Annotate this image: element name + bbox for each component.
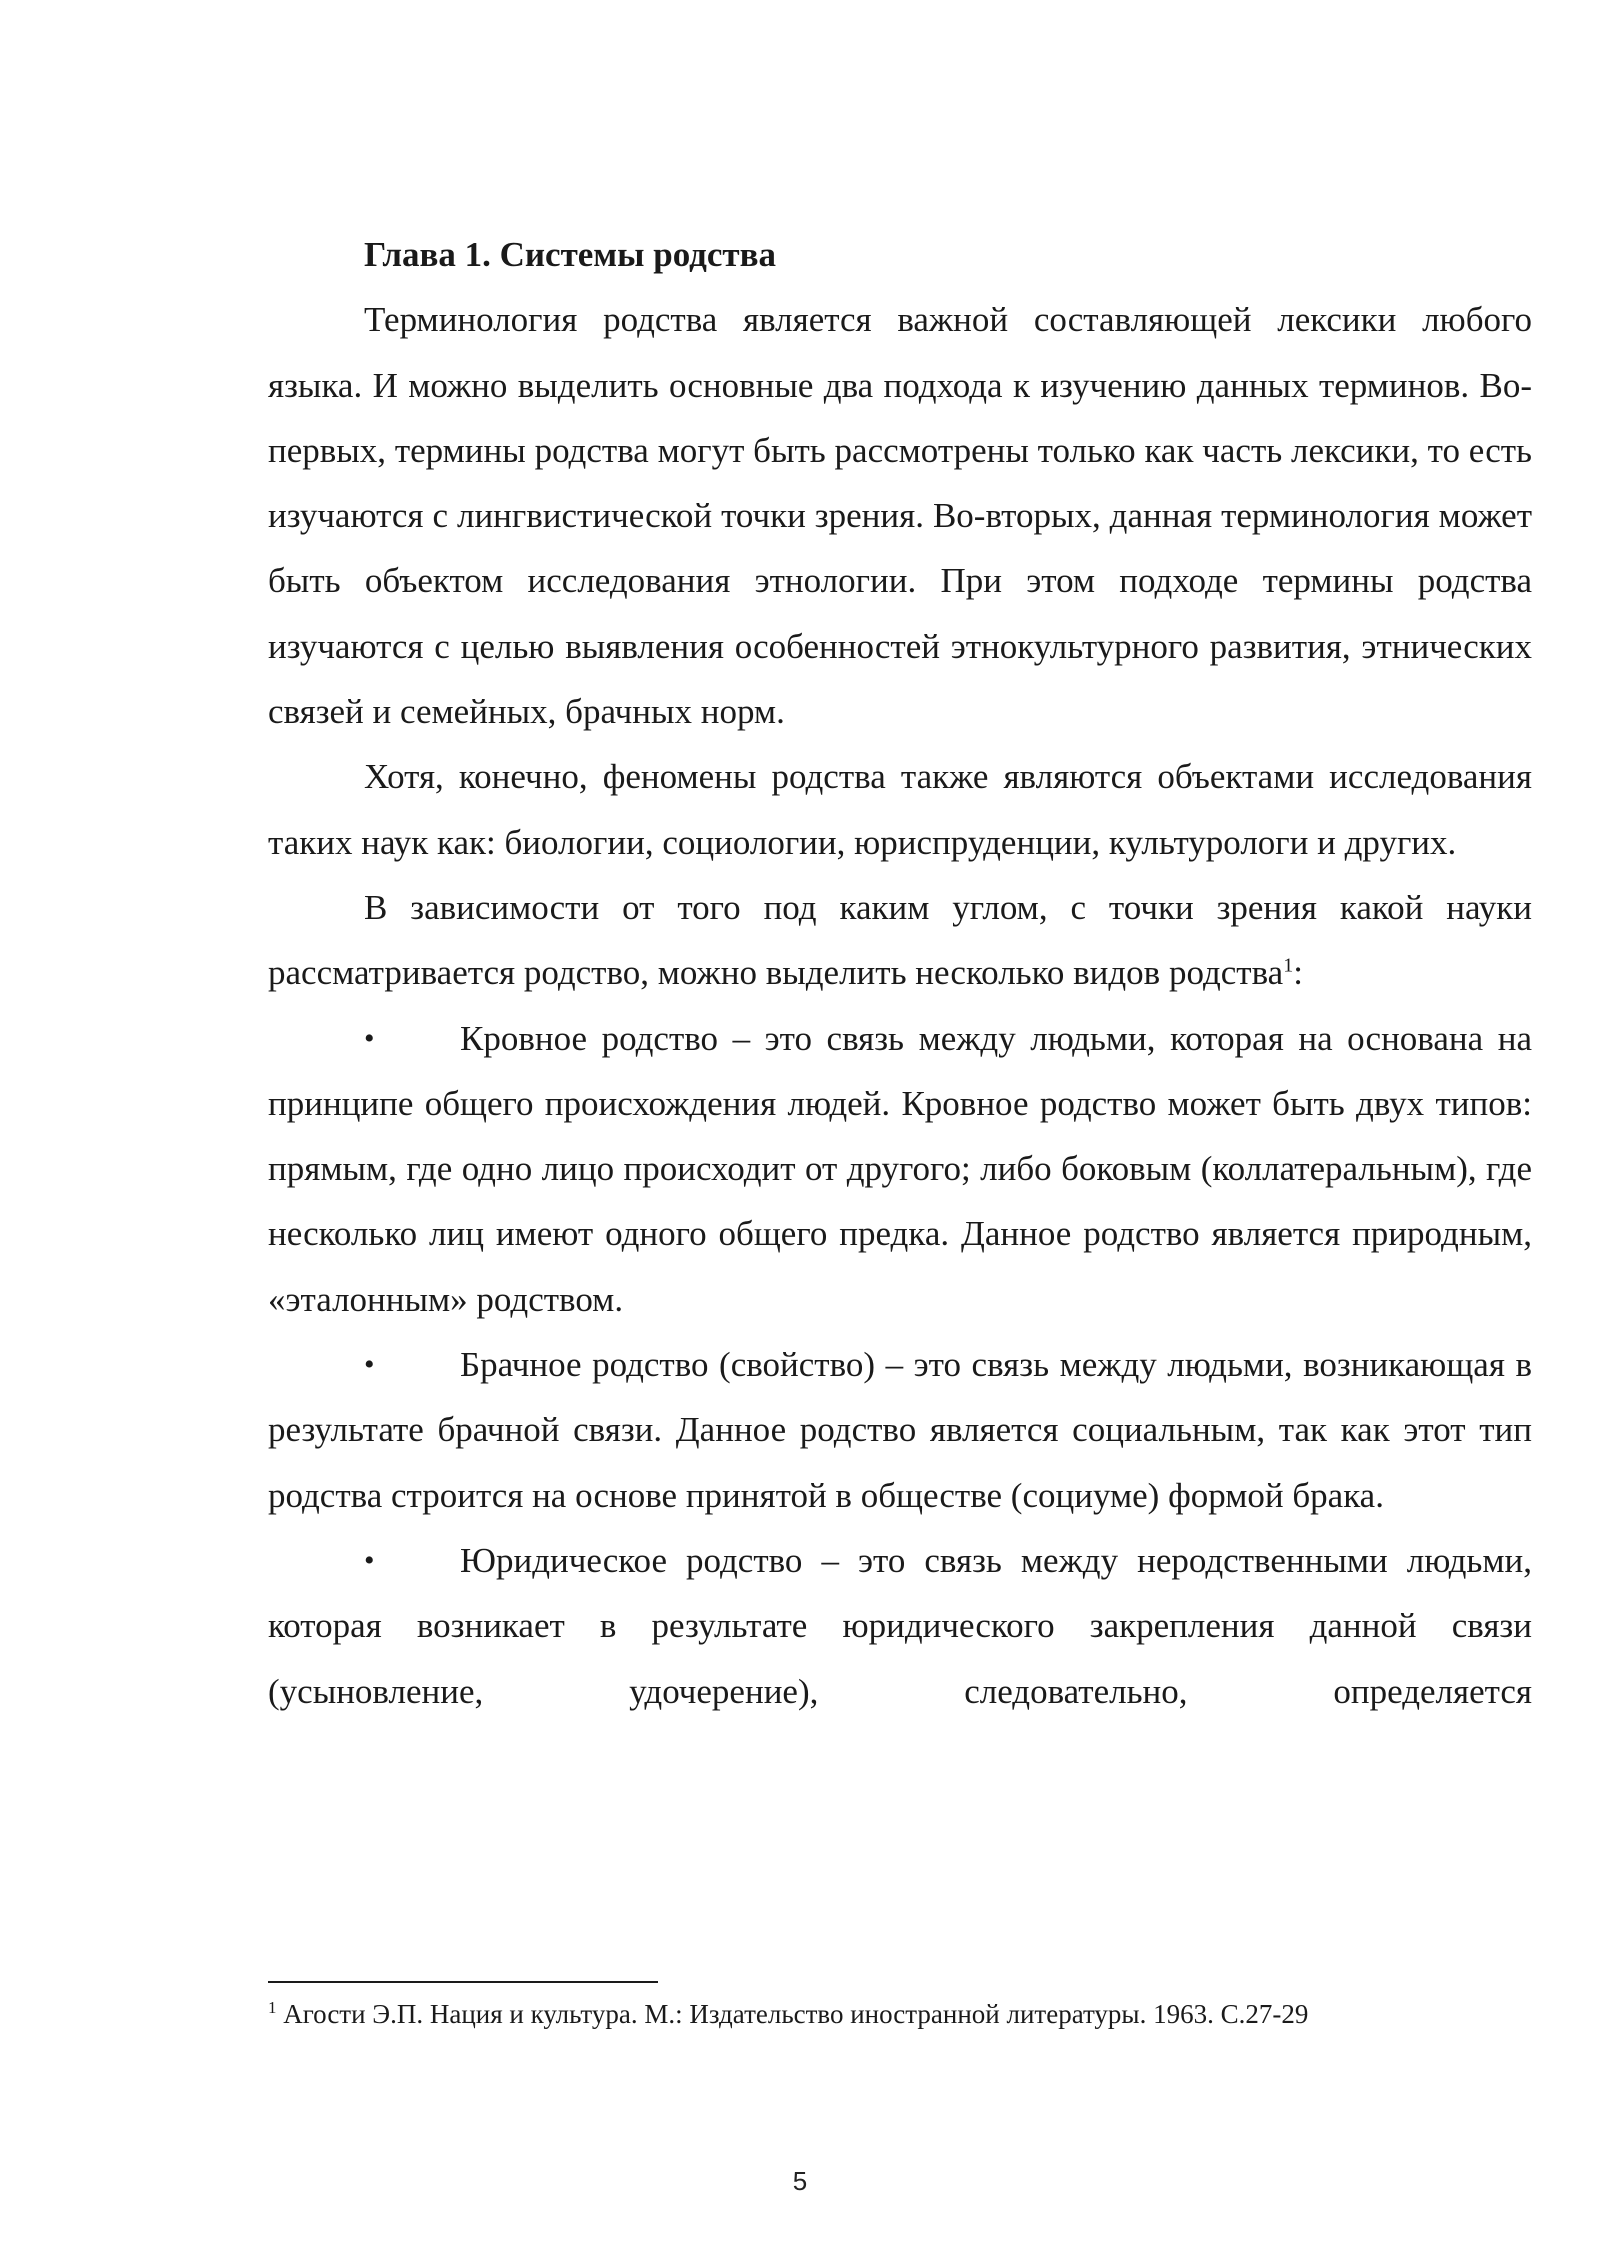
- main-text: [268, 222, 1532, 1724]
- footnote-number: 1: [268, 1998, 277, 2017]
- paragraph-kinship-types-intro: [268, 875, 1532, 1006]
- footnote-separator: [268, 1981, 658, 1983]
- list-item-blood-kinship: [268, 1006, 1532, 1332]
- list-item-text: Брачное родство (свойство) – это связь между людьми, возникающая в результате брачной связи. Данное родство является социальным, так как этот тип родства строится на основе принятой в обществе (социуме) формой брака.: [268, 1345, 1532, 1515]
- paragraph-sciences: Хотя, конечно, феномены родства также являются объектами исследования таких наук как: биологии, социологии, юриспруденции, культурологи и других.: [268, 757, 1532, 862]
- list-item-text: Юридическое родство – это связь между неродственными людьми, которая возникает в результате юридического закрепления данной связи (усыновление, удочерение), следовательно, определяется: [268, 1540, 1532, 1711]
- page-number: 5: [792, 2166, 808, 2196]
- bullet-icon: •: [364, 1543, 375, 1577]
- bullet-icon: •: [364, 1348, 375, 1382]
- intro-text: В зависимости от того под каким углом, с точки зрения какой науки рассматривается родство, можно выделить несколько видов родства: [268, 887, 1532, 993]
- list-item-text: Кровное родство – это связь между людьми, которая на основана на принципе общего происхождения людей. Кровное родство может быть двух типов: прямым, где одно лицо происходит от другого; либо боковым (коллатеральным), где несколько лиц имеют одного общего предка. Данное родство является природным, «эталонным» родством.: [268, 1018, 1532, 1319]
- list-item-legal-kinship: [268, 1528, 1532, 1724]
- footnote-reference[interactable]: 1: [1283, 954, 1294, 977]
- footnote-text: Агости Э.П. Нация и культура. М.: Издательство иностранной литературы. 1963. С.27-29: [276, 1999, 1309, 2029]
- bullet-icon: •: [364, 1021, 375, 1055]
- intro-tail: :: [1293, 953, 1303, 993]
- footnote: [268, 1995, 1532, 2033]
- list-item-marital-kinship: [268, 1332, 1532, 1528]
- paragraph-terminology: Терминология родства является важной составляющей лексики любого языка. И можно выделить основные два подхода к изучению данных терминов. Во-первых, термины родства могут быть рассмотрены только как часть лексики, то есть изучаются с лингвистической точки зрения. Во-вторых, данная терминология может быть объектом исследования этнологии. При этом подходе термины родства изучаются с целью выявления особенностей этнокультурного развития, этнических связей и семейных, брачных норм.: [268, 300, 1532, 732]
- chapter-heading: Глава 1. Системы родства: [364, 235, 777, 274]
